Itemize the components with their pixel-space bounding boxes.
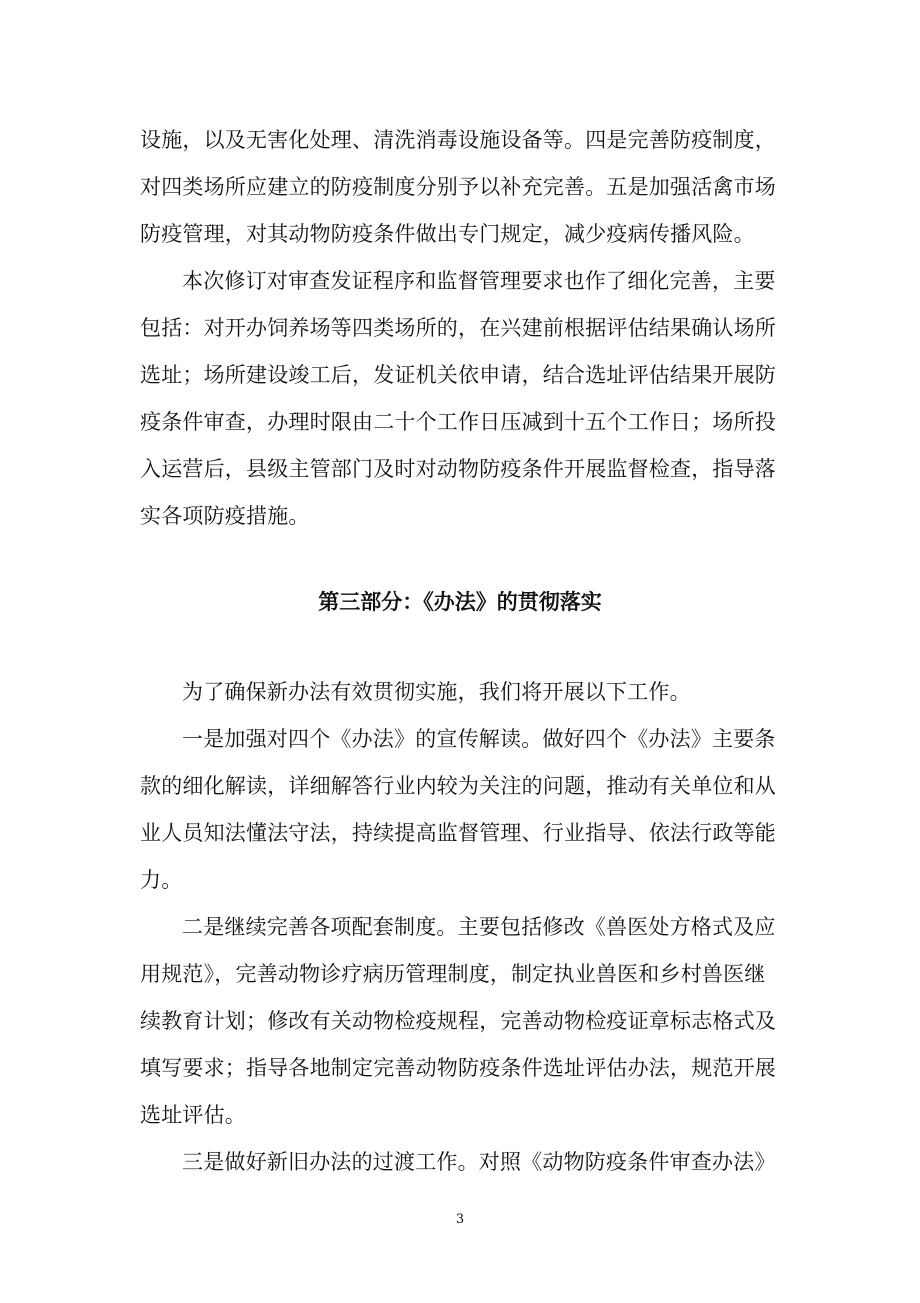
paragraph-line: 选址评估。 bbox=[140, 1103, 246, 1127]
paragraph-line: 防疫管理，对其动物防疫条件做出专门规定，减少疫病传播风险。 bbox=[140, 222, 755, 246]
paragraph-line: 选址；场所建设竣工后，发证机关依申请，结合选址评估结果开展防 bbox=[140, 363, 776, 387]
paragraph-line: 为了确保新办法有效贯彻实施，我们将开展以下工作。 bbox=[182, 680, 691, 704]
paragraph-line: 业人员知法懂法守法，持续提高监督管理、行业指导、依法行政等能 bbox=[140, 821, 776, 845]
paragraph-line: 用规范》，完善动物诊疗病历管理制度，制定执业兽医和乡村兽医继 bbox=[140, 962, 766, 986]
paragraph-line: 三是做好新旧办法的过渡工作。对照《动物防疫条件审查办法》 bbox=[182, 1150, 776, 1174]
paragraph-line: 一是加强对四个《办法》的宣传解读。做好四个《办法》主要条 bbox=[182, 727, 776, 751]
paragraph-line: 设施，以及无害化处理、清洗消毒设施设备等。四是完善防疫制度， bbox=[140, 128, 776, 152]
section-heading: 第三部分：《办法》的贯彻落实 bbox=[318, 590, 602, 614]
page-number: 3 bbox=[455, 1212, 465, 1227]
paragraph-line: 款的细化解读，详细解答行业内较为关注的问题，推动有关单位和从 bbox=[140, 774, 776, 798]
paragraph-line: 本次修订对审查发证程序和监督管理要求也作了细化完善，主要 bbox=[182, 269, 776, 293]
paragraph-line: 入运营后，县级主管部门及时对动物防疫条件开展监督检查，指导落 bbox=[140, 457, 776, 481]
paragraph-line: 力。 bbox=[140, 868, 183, 892]
paragraph-line: 对四类场所应建立的防疫制度分别予以补充完善。五是加强活禽市场 bbox=[140, 175, 776, 199]
paragraph-line: 包括：对开办饲养场等四类场所的，在兴建前根据评估结果确认场所 bbox=[140, 316, 776, 340]
paragraph-line: 填写要求；指导各地制定完善动物防疫条件选址评估办法，规范开展 bbox=[140, 1056, 776, 1080]
paragraph-line: 二是继续完善各项配套制度。主要包括修改《兽医处方格式及应 bbox=[182, 915, 776, 939]
paragraph-line: 疫条件审查，办理时限由二十个工作日压减到十五个工作日；场所投 bbox=[140, 410, 776, 434]
paragraph-line: 实各项防疫措施。 bbox=[140, 504, 310, 528]
paragraph-line: 续教育计划；修改有关动物检疫规程，完善动物检疫证章标志格式及 bbox=[140, 1009, 776, 1033]
